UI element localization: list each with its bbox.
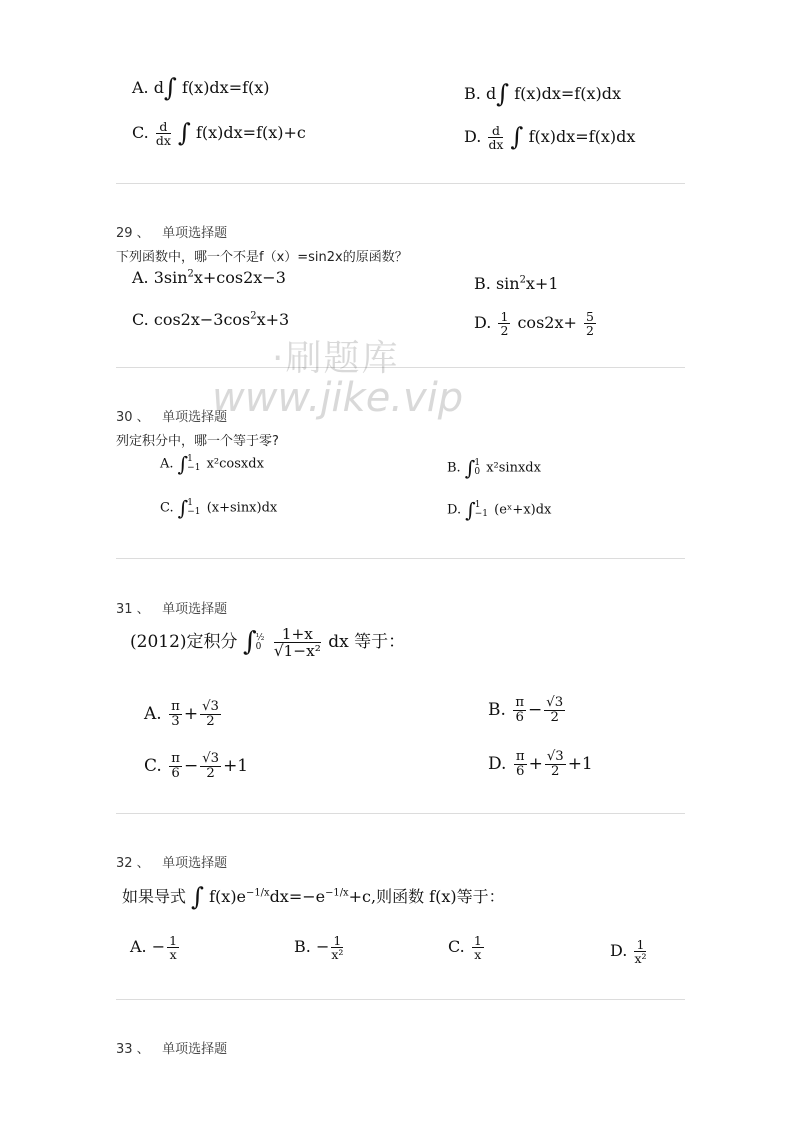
watermark: ·刷题库 www.jike.vip (212, 338, 464, 421)
q30-option-a: A. ∫ 1 −1 x²cosxdx (160, 452, 264, 476)
divider (116, 558, 685, 559)
divider (116, 813, 685, 814)
q31-option-c: C. $\frac{\pi}{6}$ − $\frac{√3}{2}$ +1 (144, 751, 249, 781)
q32-option-b: B. − $\frac{1}{\text{x²}}$ (294, 933, 344, 963)
q30-option-d: D. ∫ 1 −1 (eˣ+x)dx (447, 498, 552, 522)
q29-option-c: C. $\cos 2x-3\cos^2x+3$ (132, 310, 290, 329)
q32-option-d: D. $\frac{1}{\text{x²}}$ (610, 937, 647, 967)
divider (116, 183, 685, 184)
q32-option-c: C. $\frac{1}{x}$ (448, 933, 482, 963)
q29-option-d: D. $\frac{1}{2}$ cos2x+ $\frac{5}{2}$ (474, 309, 594, 339)
q29-option-b: B. $\sin^2x+1$ (474, 274, 559, 293)
q30-option-c: C. ∫ 1 −1 (x+sinx)dx (160, 496, 278, 520)
divider (116, 999, 685, 1000)
q29-header: 29 、 单项选择题 (116, 226, 228, 241)
q31-option-a: A. $\frac{\pi}{3}$ + $\frac{√3}{2}$ (144, 699, 219, 729)
q28-option-d: D. $\frac{d}{dx}$ ∫ f(x)dx=f(x)dx (464, 122, 636, 153)
q30-header: 30 、 单项选择题 (116, 410, 228, 425)
q28-option-c: C. $\frac{d}{dx}$ ∫ f(x)dx=f(x)+c (132, 118, 306, 149)
q30-stem: 列定积分中，哪一个等于零? (116, 434, 279, 449)
q31-option-b: B. $\frac{\pi}{6}$ − $\frac{√3}{2}$ (488, 695, 564, 725)
q29-stem: 下列函数中，哪一个不是f（x）=sin2x的原函数？ (116, 250, 408, 265)
divider (116, 367, 685, 368)
q28-option-b: B. d∫ f(x)dx=f(x)dx (464, 79, 621, 108)
q31-stem: (2012)定积分 ∫ ½ 0 $\frac{1+x}{\text{√1−x²}}$ dx 等于： (130, 625, 406, 661)
q32-option-a: A. − $\frac{1}{x}$ (130, 933, 178, 963)
q31-option-d: D. $\frac{\pi}{6}$ + $\frac{√3}{2}$ +1 (488, 749, 593, 779)
q28-option-a: A. d∫ f(x)dx=f(x) (132, 73, 270, 102)
q31-header: 31 、 单项选择题 (116, 602, 228, 617)
q30-option-b: B. ∫ 1 0 x²sinxdx (447, 456, 541, 480)
q29-option-a: A. $3\sin^2x+\cos 2x-3$ (132, 268, 286, 287)
q32-header: 32 、 单项选择题 (116, 856, 228, 871)
q32-stem: 如果导式 ∫ $f(x)e^{-1/x}dx=-e^{-1/x}+c$,则函数 f(x)等于： (122, 882, 505, 912)
q33-header: 33 、 单项选择题 (116, 1042, 228, 1057)
